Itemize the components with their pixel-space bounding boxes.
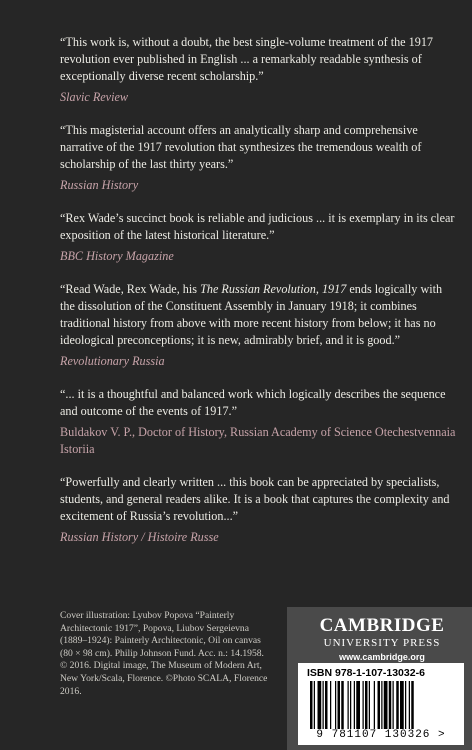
- isbn-barcode: [298, 663, 464, 745]
- quote-text-post: ends logically with the dissolution of the Constituent Assembly in January 1918; it combines traditional history from above with more recent history from below; it has no ideological preconceptions; it is new, admirably brief, and it is good.”: [60, 282, 443, 347]
- quote-text-pre: “Read Wade, Rex Wade, his: [60, 282, 201, 296]
- quote-source: Russian History / Histoire Russe: [60, 530, 219, 544]
- quote-text: “This work is, without a doubt, the best single-volume treatment of the 1917 revolution ever published in English ... a remarkably readable synthesis of exceptionally diverse recent scholarship.”: [60, 35, 434, 83]
- quote-text: “Powerfully and clearly written ... this book can be appreciated by specialists, students, and general readers alike. It is a book that captures the complexity and excitement of Russia’s revolution...”: [60, 475, 450, 523]
- isbn-number: ISBN 978-1-107-13032-6: [307, 667, 425, 679]
- review-quote: [60, 474, 460, 546]
- review-quote: [60, 210, 460, 265]
- quote-text: “Rex Wade’s succinct book is reliable and judicious ... it is exemplary in its clear exposition of the latest historical literature.”: [60, 211, 455, 242]
- barcode-icon: [308, 681, 454, 729]
- publisher-subtitle: UNIVERSITY PRESS: [323, 637, 441, 649]
- quote-source: BBC History Magazine: [60, 249, 174, 263]
- barcode-digits: 9 781107 130326 >: [316, 729, 446, 741]
- quote-source: Russian History: [60, 178, 139, 192]
- quote-text: “... it is a thoughtful and balanced work which logically describes the sequence and outcome of the events of 1917.”: [60, 387, 446, 418]
- review-quote: [60, 34, 460, 106]
- cover-illustration-credits: Cover illustration: Lyubov Popova “Painterly Architectonic 1917”, Popova, Liubov Sergeievna (1889–1924): Painterly Architectonic, Oil on canvas (80 × 98 cm). Philip Johnson Fund. Acc. n.: 14.1958. © 2016. Digital image, The Museum of Modern Art, New York/Scala, Florence. ©Photo SCALA, Florence 2016.: [60, 610, 268, 697]
- quote-text: “This magisterial account offers an analytically sharp and comprehensive narrative of the 1917 revolution that synthesizes the tremendous wealth of scholarship of the last thirty years.”: [60, 123, 422, 171]
- review-quote: [60, 386, 460, 458]
- publisher-url: www.cambridge.org: [339, 652, 425, 662]
- review-quote: [60, 122, 460, 194]
- review-quote: [60, 281, 460, 370]
- quote-source: Buldakov V. P., Doctor of History, Russian Academy of Science Otechestvennaia Istoriia: [60, 425, 456, 456]
- quote-source: Revolutionary Russia: [60, 354, 165, 368]
- quote-text: [60, 281, 460, 349]
- book-title: The Russian Revolution, 1917: [200, 282, 347, 296]
- review-quotes: [60, 34, 460, 562]
- quote-source: Slavic Review: [60, 90, 129, 104]
- publisher-name: CAMBRIDGE: [319, 615, 445, 636]
